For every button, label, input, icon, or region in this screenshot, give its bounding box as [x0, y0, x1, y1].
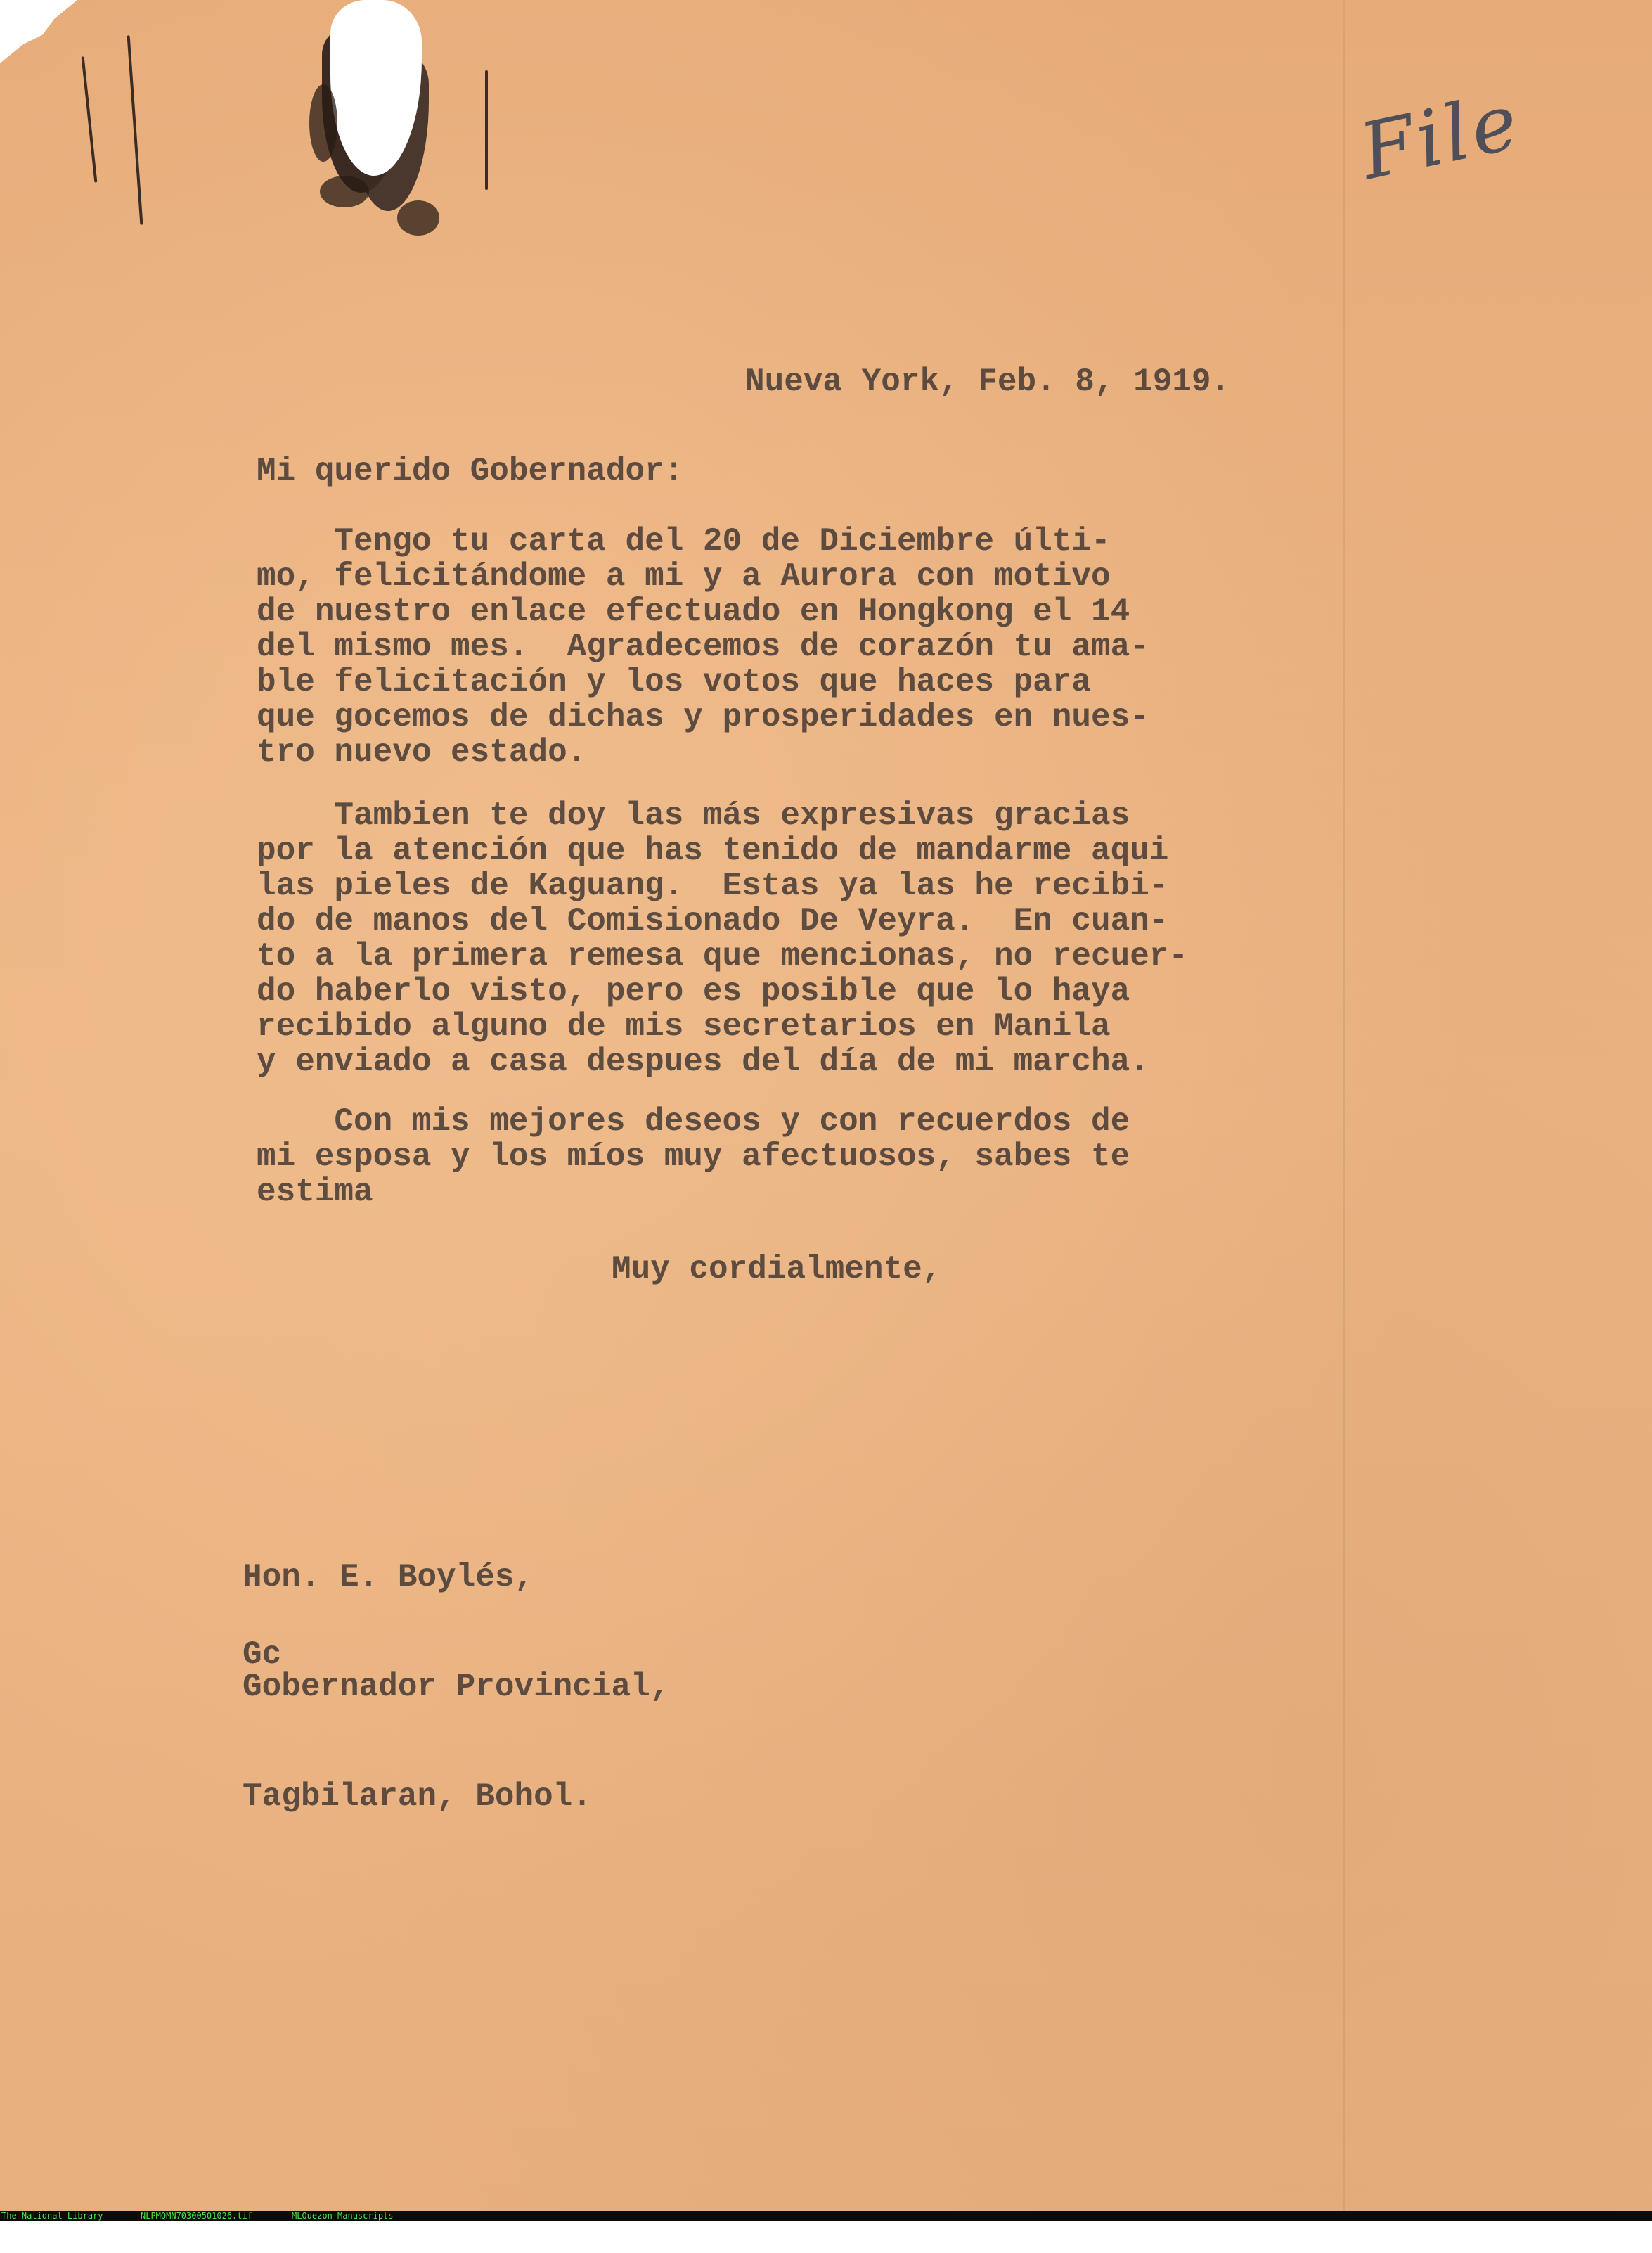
- text-line: del mismo mes. Agradecemos de corazón tu ama-: [257, 629, 1149, 665]
- paragraph-2: [257, 798, 1188, 1079]
- ink-smudge: [309, 84, 337, 162]
- text-line: ble felicitación y los votos que haces para: [257, 664, 1091, 700]
- footer-library: The National Library: [1, 2211, 103, 2221]
- paragraph-1: [257, 524, 1149, 770]
- address-line: Tagbilaran, Bohol.: [243, 1778, 592, 1815]
- text-line: las pieles de Kaguang. Estas ya las he recibi-: [257, 868, 1169, 904]
- text-line: de nuestro enlace efectuado en Hongkong el 14: [257, 593, 1130, 630]
- text-line: que gocemos de dichas y prosperidades en nues-: [257, 699, 1149, 736]
- torn-hole: [330, 0, 422, 176]
- text-line: tro nuevo estado.: [257, 734, 587, 771]
- footer-filename: NLPMQMN70300501026.tif: [141, 2211, 252, 2221]
- staple-mark: [82, 56, 98, 182]
- address-line: Hon. E. Boylés,: [243, 1559, 534, 1596]
- closing: Muy cordialmente,: [612, 1251, 942, 1288]
- text-line: mo, felicitándome a mi y a Aurora con motivo: [257, 558, 1111, 595]
- letter-date: Nueva York, Feb. 8, 1919.: [745, 364, 1231, 400]
- text-line: do de manos del Comisionado De Veyra. En cuan-: [257, 903, 1169, 939]
- text-line: to a la primera remesa que mencionas, no recuer-: [257, 938, 1189, 975]
- staple-mark: [127, 35, 143, 225]
- staple-mark: [485, 70, 488, 190]
- text-line: mi esposa y los míos muy afectuosos, sabes te: [257, 1138, 1130, 1175]
- typist-initials: Gc: [243, 1636, 282, 1673]
- paragraph-3: [257, 1104, 1130, 1209]
- text-line: do haberlo visto, pero es posible que lo haya: [257, 973, 1130, 1010]
- text-line: Tambien te doy las más expresivas gracias: [257, 797, 1130, 834]
- ink-smudge: [397, 200, 439, 236]
- text-line: por la atención que has tenido de mandarme aqui: [257, 833, 1169, 869]
- paper-fold: [1343, 0, 1345, 2211]
- ink-smudge: [320, 176, 369, 207]
- text-line: y enviado a casa despues del día de mi marcha.: [257, 1044, 1149, 1080]
- address-line: Gobernador Provincial,: [243, 1669, 670, 1705]
- text-line: Con mis mejores deseos y con recuerdos de: [257, 1103, 1130, 1140]
- footer-collection: MLQuezon Manuscripts: [292, 2211, 394, 2221]
- recipient-address: [243, 1487, 669, 1887]
- scan-footer: [0, 2211, 1652, 2221]
- text-line: estima: [257, 1174, 373, 1210]
- salutation: Mi querido Gobernador:: [257, 453, 684, 489]
- text-line: recibido alguno de mis secretarios en Manila: [257, 1008, 1111, 1045]
- text-line: Tengo tu carta del 20 de Diciembre últi-: [257, 523, 1111, 560]
- torn-corner: [0, 0, 77, 63]
- handwritten-annotation: File: [1353, 75, 1528, 198]
